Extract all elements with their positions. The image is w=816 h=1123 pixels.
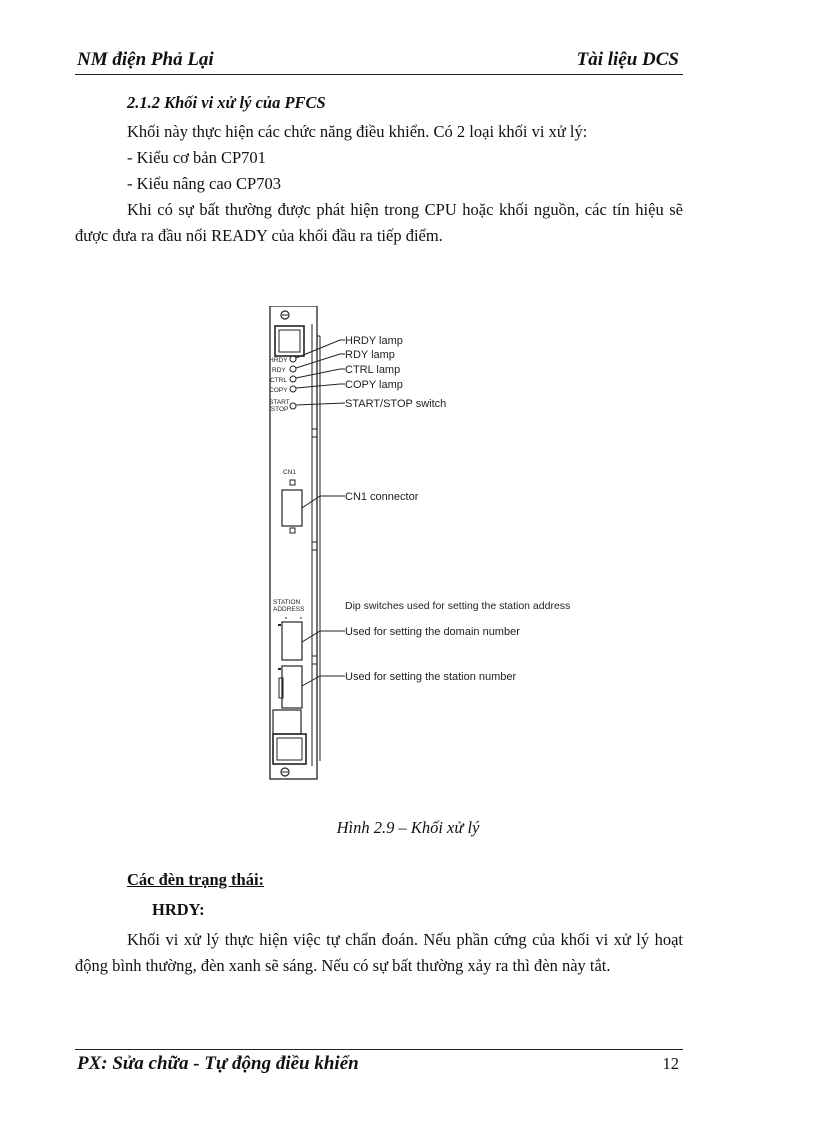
callout-cn1-connector: CN1 connector [345,491,419,503]
callout-copy-lamp: COPY lamp [345,379,403,391]
hrdy-section [75,927,683,979]
figure-caption: Hình 2.9 – Khối xử lý [336,818,480,837]
domain-dip-switch-icon [282,622,302,660]
status-lamps-heading: Các đèn trạng thái: [127,870,265,889]
callout-ctrl-lamp: CTRL lamp [345,364,401,376]
page-number: 12 [662,1054,679,1073]
page-header [75,48,683,75]
section-body [75,119,683,249]
panel-label-address: ADDRESS [273,606,305,613]
callout-rdy-lamp: RDY lamp [345,349,395,361]
copy-lamp-icon [290,386,296,392]
intro-paragraph: Khối này thực hiện các chức năng điều khiển. Có 2 loại khối vi xử lý: [127,122,588,141]
footer-department: PX: Sửa chữa - Tự động điều khiển [77,1053,359,1074]
hrdy-paragraph: Khối vi xử lý thực hiện việc tự chẩn đoán. Nếu phần cứng của khối vi xử lý hoạt động bình thường, đèn xanh sẽ sáng. Nếu có sự bất thường xảy ra thì đèn này tắt. [75,930,683,975]
type-item-advanced: - Kiểu nâng cao CP703 [127,174,281,193]
panel-label-station: STATION [273,599,301,606]
rdy-lamp-icon [290,366,296,372]
start-stop-switch-icon [290,403,296,409]
callout-station-number: Used for setting the station number [345,671,517,683]
cn1-connector-icon [282,490,302,526]
panel-label-stop: /STOP [269,406,289,413]
panel-label-hrdy: HRDY [269,357,288,364]
callout-start-stop-switch: START/STOP switch [345,398,447,410]
callout-hrdy-lamp: HRDY lamp [345,335,403,347]
header-plant-name: NM điện Phả Lại [77,49,214,70]
panel-label-rdy: RDY [272,367,286,374]
hrdy-heading: HRDY: [152,900,205,919]
callout-domain-number: Used for setting the domain number [345,626,520,638]
processor-module-figure [265,306,625,781]
page-footer [75,1049,683,1078]
panel-label-start: START [269,399,290,406]
type-item-basic: - Kiểu cơ bản CP701 [127,148,266,167]
panel-label-copy: COPY [269,387,288,394]
hrdy-lamp-icon [290,356,296,362]
processor-module-diagram [265,306,625,781]
ctrl-lamp-icon [290,376,296,382]
section-title: 2.1.2 Khối vi xử lý của PFCS [127,93,326,112]
panel-label-ctrl: CTRL [270,377,287,384]
panel-label-cn1: CN1 [283,469,297,476]
callout-dip-switches: Dip switches used for setting the station address [345,600,571,612]
header-doc-title: Tài liệu DCS [576,49,679,70]
abnormal-paragraph: Khi có sự bất thường được phát hiện trong CPU hoặc khối nguồn, các tín hiệu sẽ được đưa ra đầu nối READY của khối đầu ra tiếp điểm. [75,200,683,245]
station-dip-switch-icon [282,666,302,708]
